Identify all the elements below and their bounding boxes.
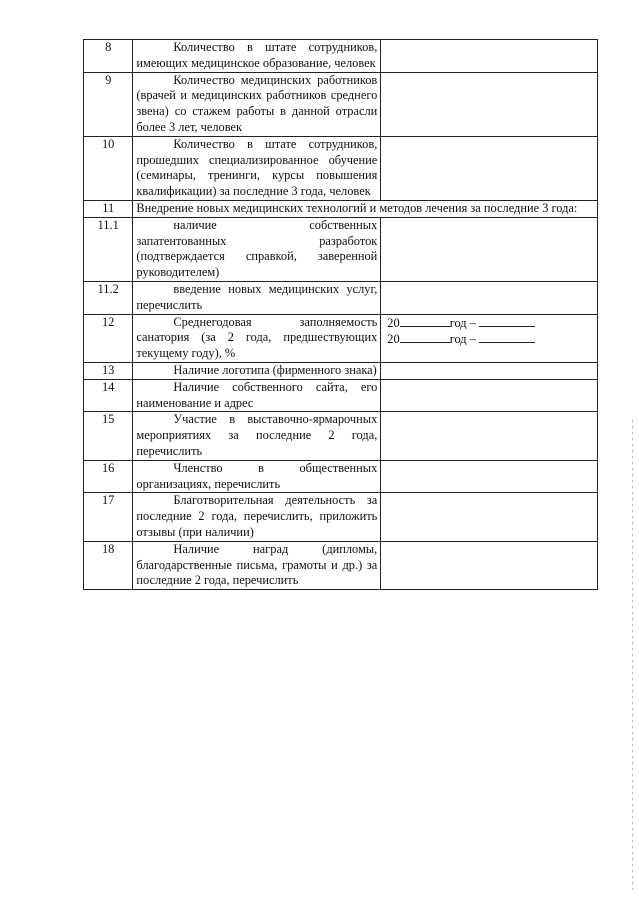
row-description: введение новых медицинских услуг, перечислить (133, 281, 381, 314)
row-value-cell (381, 379, 598, 412)
table-row (84, 200, 598, 217)
row-number: 8 (84, 40, 133, 73)
scan-edge-marks (632, 420, 633, 890)
table-row (84, 493, 598, 541)
row-value-cell (381, 493, 598, 541)
row-value-cell (381, 362, 598, 379)
row-number: 18 (84, 541, 133, 589)
row-value-cell (381, 281, 598, 314)
row-description: Внедрение новых медицинских технологий и методов лечения за последние 3 года: (133, 200, 598, 217)
criteria-table (83, 39, 598, 590)
row-value-cell (381, 217, 598, 281)
table-row (84, 281, 598, 314)
table-row (84, 362, 598, 379)
row-number: 15 (84, 412, 133, 460)
row-value-cell (381, 412, 598, 460)
row-number: 14 (84, 379, 133, 412)
row-description: Количество медицинских работников (врачей и медицинских работников среднего звена) со стажем работы в данной отрасли более 3 лет, человек (133, 72, 381, 136)
occupancy-fill-cell (381, 314, 598, 362)
row-number: 10 (84, 136, 133, 200)
row-number: 11.1 (84, 217, 133, 281)
row-description: Наличие наград (дипломы, благодарственные письма, грамоты и др.) за последние 2 года, перечислить (133, 541, 381, 589)
row-number: 11.2 (84, 281, 133, 314)
row-description: Наличие логотипа (фирменного знака) (133, 362, 381, 379)
row-description: Благотворительная деятельность за последние 2 года, перечислить, приложить отзывы (при наличии) (133, 493, 381, 541)
row-number: 12 (84, 314, 133, 362)
row-value-cell (381, 541, 598, 589)
row-number: 17 (84, 493, 133, 541)
table-row (84, 314, 598, 362)
table-row (84, 541, 598, 589)
table-row (84, 217, 598, 281)
row-description: Наличие собственного сайта, его наименование и адрес (133, 379, 381, 412)
table-row (84, 412, 598, 460)
row-value-cell (381, 40, 598, 73)
row-description: Членство в общественных организациях, перечислить (133, 460, 381, 493)
table-row (84, 379, 598, 412)
row-value-cell (381, 72, 598, 136)
occupancy-fill-line: 20 год – (387, 331, 594, 348)
occupancy-fill-line: 20 год – (387, 315, 594, 332)
table-row (84, 40, 598, 73)
row-description: наличие собственных запатентованных разработок (подтверждается справкой, заверенной руководителем) (133, 217, 381, 281)
row-number: 11 (84, 200, 133, 217)
table-row (84, 72, 598, 136)
row-number: 9 (84, 72, 133, 136)
row-description: Участие в выставочно-ярмарочных мероприятиях за последние 2 года, перечислить (133, 412, 381, 460)
table-row (84, 136, 598, 200)
table-row (84, 460, 598, 493)
row-value-cell (381, 460, 598, 493)
row-description: Количество в штате сотрудников, имеющих медицинское образование, человек (133, 40, 381, 73)
row-description: Количество в штате сотрудников, прошедших специализированное обучение (семинары, тренинги, курсы повышения квалификации) за последние 3 года, человек (133, 136, 381, 200)
row-number: 16 (84, 460, 133, 493)
row-description: Среднегодовая заполняемость санатория (за 2 года, предшествующих текущему году), % (133, 314, 381, 362)
row-value-cell (381, 136, 598, 200)
row-number: 13 (84, 362, 133, 379)
